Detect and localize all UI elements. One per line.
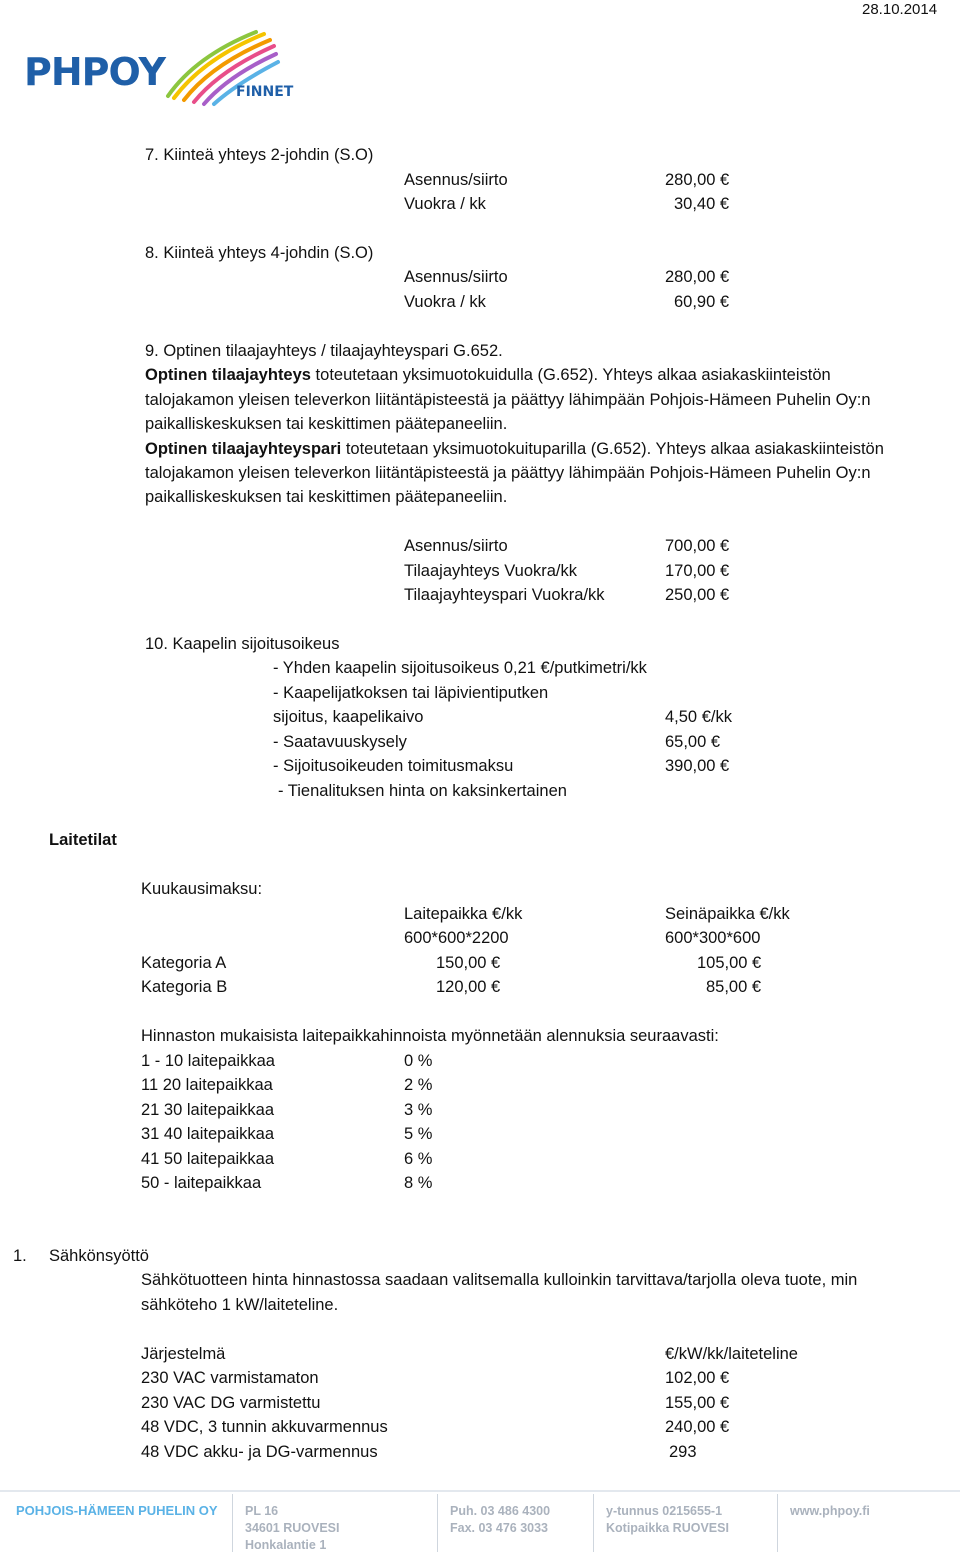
footer-address-3: Honkalantie 1 — [245, 1538, 327, 1552]
logo-subtext: FINNET — [236, 84, 294, 100]
discount-row-value: 6 % — [404, 1150, 433, 1168]
discount-row-label: 50 - laitepaikkaa — [141, 1174, 262, 1192]
company-logo — [24, 28, 304, 108]
power-row-value: 102,00 € — [665, 1369, 730, 1387]
s9-p1-bold: Optinen tilaajayhteys — [145, 366, 311, 384]
category-a-value2: 105,00 € — [697, 954, 762, 972]
discount-row-value: 0 % — [404, 1052, 433, 1070]
s7-row2-value: 30,40 € — [674, 195, 730, 213]
footer-website: www.phpoy.fi — [790, 1504, 870, 1518]
footer-company: POHJOIS-HÄMEEN PUHELIN OY — [16, 1503, 218, 1518]
s9-row3-value: 250,00 € — [665, 586, 730, 604]
s9-row1-value: 700,00 € — [665, 537, 730, 555]
s9-row2-value: 170,00 € — [665, 562, 730, 580]
s9-paragraph2-line3: paikalliskeskuksen tai keskittimen päätepaneeliin. — [145, 488, 508, 506]
footer-separator — [777, 1494, 778, 1552]
power-row-value: 155,00 € — [665, 1394, 730, 1412]
s7-row1-value: 280,00 € — [665, 171, 730, 189]
power-row-label: 48 VDC akku- ja DG-varmennus — [141, 1443, 378, 1461]
footer-business-id: y-tunnus 0215655-1 — [606, 1504, 723, 1518]
discount-row-value: 8 % — [404, 1174, 433, 1192]
s10-line3-label: sijoitus, kaapelikaivo — [273, 708, 424, 726]
s8-row2-label: Vuokra / kk — [404, 293, 486, 311]
col2-header-1: Seinäpaikka €/kk — [665, 905, 790, 923]
col1-header-1: Laitepaikka €/kk — [404, 905, 523, 923]
category-b-value1: 120,00 € — [436, 978, 501, 996]
s9-p1-text: toteutetaan yksimuotokuidulla (G.652). Yhteys alkaa asiakaskiinteistön — [310, 366, 831, 384]
power-col-header-system: Järjestelmä — [141, 1345, 226, 1363]
s7-row1-label: Asennus/siirto — [404, 171, 508, 189]
power-text-line2: sähköteho 1 kW/laiteteline. — [141, 1296, 339, 1314]
power-row-label: 230 VAC DG varmistettu — [141, 1394, 321, 1412]
category-b-label: Kategoria B — [141, 978, 228, 996]
power-text-line1: Sähkötuotteen hinta hinnastossa saadaan valitsemalla kulloinkin tarvittava/tarjolla oleva tuote, min — [141, 1271, 858, 1289]
discount-row-label: 31 40 laitepaikkaa — [141, 1125, 275, 1143]
footer-phone: Puh. 03 486 4300 — [450, 1504, 551, 1518]
footer-divider — [0, 1490, 960, 1492]
s8-row1-label: Asennus/siirto — [404, 268, 508, 286]
s9-paragraph1-line1 — [145, 365, 831, 385]
power-col-header-price: €/kW/kk/laiteteline — [665, 1345, 798, 1363]
s9-paragraph1-line2: talojakamon yleisen televerkon liitäntäpisteestä ja päättyy lähimpään Pohjois-Hämeen Puhelin Oy:n — [145, 391, 871, 409]
discount-row-label: 41 50 laitepaikkaa — [141, 1150, 275, 1168]
s10-line4-value: 65,00 € — [665, 733, 721, 751]
footer-address-1: PL 16 — [245, 1504, 279, 1518]
s10-line5-value: 390,00 € — [665, 757, 730, 775]
footer-address-2: 34601 RUOVESI — [245, 1521, 340, 1535]
power-section-number: 1. — [13, 1247, 27, 1265]
s10-line3-value: 4,50 €/kk — [665, 708, 732, 726]
discount-row-label: 1 - 10 laitepaikkaa — [141, 1052, 275, 1070]
s10-line5-label: - Sijoitusoikeuden toimitusmaksu — [273, 757, 514, 775]
discount-row-label: 21 30 laitepaikkaa — [141, 1101, 275, 1119]
section-7-title: 7. Kiinteä yhteys 2-johdin (S.O) — [145, 146, 374, 164]
discount-row-value: 5 % — [404, 1125, 433, 1143]
section-10-title: 10. Kaapelin sijoitusoikeus — [145, 635, 340, 653]
document-date: 28.10.2014 — [862, 1, 938, 18]
col1-header-2: 600*600*2200 — [404, 929, 509, 947]
logo-text: PHPOY — [24, 50, 165, 94]
discount-row-label: 11 20 laitepaikkaa — [141, 1076, 273, 1094]
footer-separator — [593, 1494, 594, 1552]
power-row-label: 230 VAC varmistamaton — [141, 1369, 319, 1387]
footer-separator — [232, 1494, 233, 1552]
discount-intro: Hinnaston mukaisista laitepaikkahinnoista myönnetään alennuksia seuraavasti: — [141, 1027, 719, 1045]
discount-row-value: 2 % — [404, 1076, 433, 1094]
category-b-value2: 85,00 € — [706, 978, 762, 996]
power-row-label: 48 VDC, 3 tunnin akkuvarmennus — [141, 1418, 388, 1436]
footer-separator — [437, 1494, 438, 1552]
s7-row2-label: Vuokra / kk — [404, 195, 486, 213]
discount-row-value: 3 % — [404, 1101, 433, 1119]
s8-row2-value: 60,90 € — [674, 293, 730, 311]
s9-paragraph1-line3: paikalliskeskuksen tai keskittimen päätepaneeliin. — [145, 415, 508, 433]
s9-row3-label: Tilaajayhteyspari Vuokra/kk — [404, 586, 605, 604]
col2-header-2: 600*300*600 — [665, 929, 761, 947]
s9-paragraph2-line1 — [145, 439, 884, 459]
footer-fax: Fax. 03 476 3033 — [450, 1521, 548, 1535]
s9-row1-label: Asennus/siirto — [404, 537, 508, 555]
s9-p2-text: toteutetaan yksimuotokuituparilla (G.652). Yhteys alkaa asiakaskiinteistön — [341, 440, 884, 458]
laitetilat-heading: Laitetilat — [49, 831, 117, 849]
power-section-title: Sähkönsyöttö — [49, 1247, 149, 1265]
section-9-title: 9. Optinen tilaajayhteys / tilaajayhteyspari G.652. — [145, 342, 503, 360]
s10-line6: - Tienalituksen hinta on kaksinkertainen — [278, 782, 567, 800]
section-8-title: 8. Kiinteä yhteys 4-johdin (S.O) — [145, 244, 374, 262]
s10-line4-label: - Saatavuuskysely — [273, 733, 407, 751]
category-a-label: Kategoria A — [141, 954, 227, 972]
s9-row2-label: Tilaajayhteys Vuokra/kk — [404, 562, 578, 580]
s9-paragraph2-line2: talojakamon yleisen televerkon liitäntäpisteestä ja päättyy lähimpään Pohjois-Hämeen Puhelin Oy:n — [145, 464, 871, 482]
footer-domicile: Kotipaikka RUOVESI — [606, 1521, 729, 1535]
s8-row1-value: 280,00 € — [665, 268, 730, 286]
monthly-fee-label: Kuukausimaksu: — [141, 880, 263, 898]
power-row-value: 240,00 € — [665, 1418, 730, 1436]
power-row-value: 293 — [669, 1443, 697, 1461]
s10-line1: - Yhden kaapelin sijoitusoikeus 0,21 €/putkimetri/kk — [273, 659, 647, 677]
category-a-value1: 150,00 € — [436, 954, 501, 972]
s9-p2-bold: Optinen tilaajayhteyspari — [145, 440, 342, 458]
s10-line2: - Kaapelijatkoksen tai läpivientiputken — [273, 684, 549, 702]
